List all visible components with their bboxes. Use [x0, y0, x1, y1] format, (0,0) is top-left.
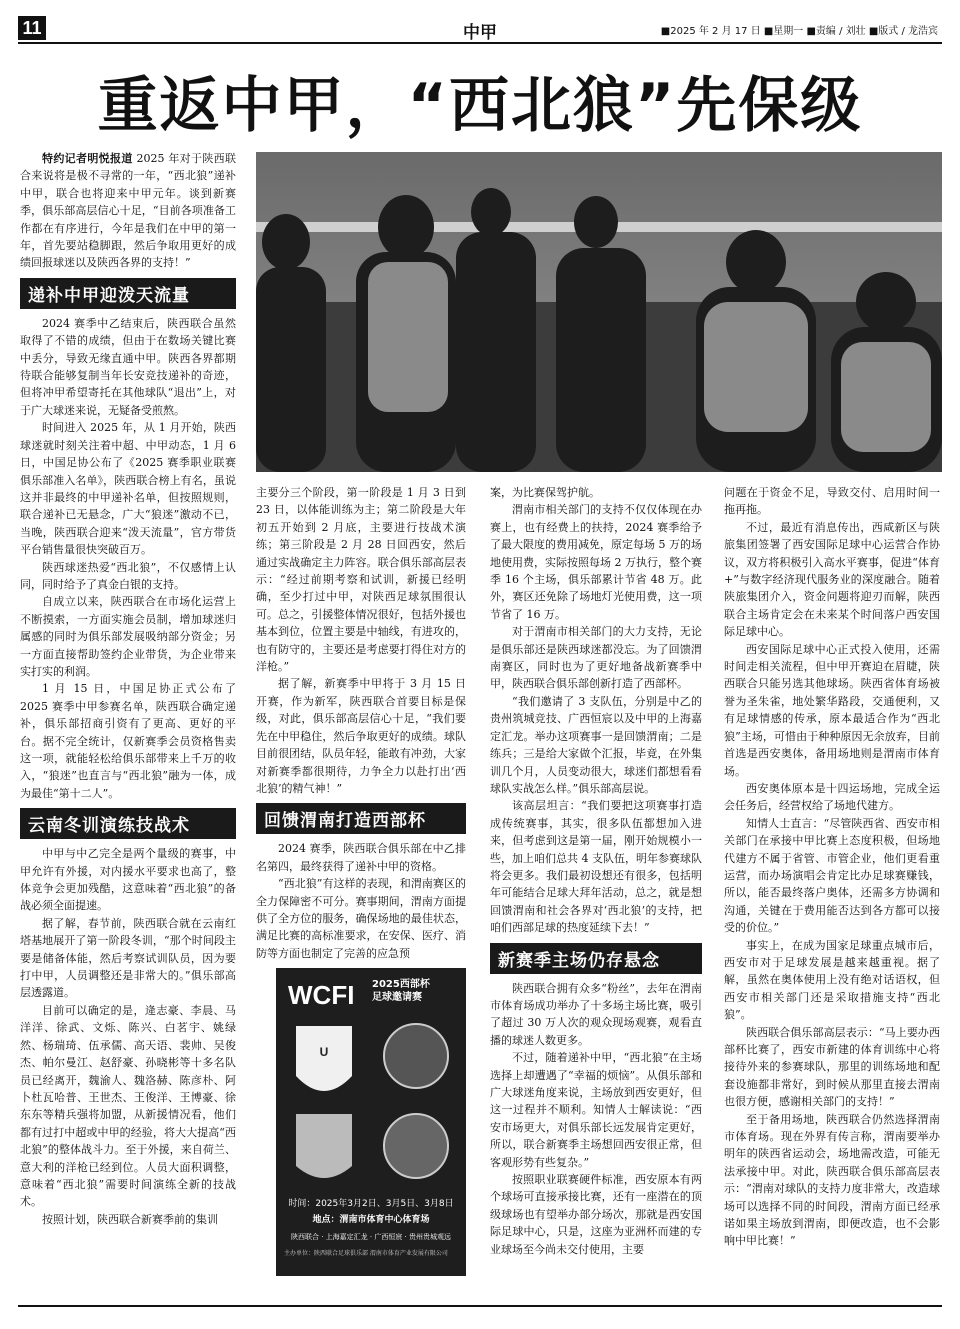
poster-place: 地点：渭南市体育中心体育场: [312, 1215, 430, 1225]
poster-logo: WCFI: [288, 980, 355, 1010]
paragraph: 陕西联合拥有众多“粉丝”，去年在渭南市体育场成功举办了十多场主场比赛，吸引了超过 30 万人次的观众现场观赛，观看直播的球迷人数更多。: [490, 981, 702, 1047]
paragraph: 据了解，春节前，陕西联合就在云南红塔基地展开了第一阶段冬训，“那个时间段主要是储备体能，然后考察试训队员，因为要打中甲，人员调整还是非常大的。”俱乐部高层透露道。: [20, 916, 236, 1000]
paragraph: 陕西球迷热爱“西北狼”，不仅感情上认同，同时给予了真金白银的支持。: [20, 560, 236, 591]
article-column-3: [490, 484, 702, 1298]
paragraph: 渭南市相关部门的支持不仅仅体现在办赛上，也有经费上的扶持，2024 赛季给予了最大限度的费用减免，原定每场 5 万的场地使用费，实际按照每场 2 万执行，整个赛季 16 个主场，俱乐部累计节省 48 万。此外，赛区还免除了场地灯光使用费，这一项节省了 16 万。: [490, 503, 702, 621]
subheading-1: 递补中甲迎泼天流量: [20, 278, 236, 309]
paragraph: “西北狼”有这样的表现，和渭南赛区的全力保障密不可分。赛事期间，渭南方面提供了全方位的服务，确保场地的最佳状态，满足比赛的高标准要求，在安保、医疗、消防等方面也制定了完善的应急预: [256, 877, 466, 960]
poster-organizers: 主办单位：陕西联合足球俱乐部 渭南市体育产业发展有限公司: [284, 1250, 448, 1257]
paragraph: 对于渭南市相关部门的大力支持，无论是俱乐部还是陕西球迷都没忘。为了回馈渭南赛区，同时也为了更好地备战新赛季中甲，陕西联合俱乐部创新打造了西部杯。: [490, 625, 702, 691]
subheading-4: 新赛季主场仍存悬念: [490, 943, 702, 974]
poster-title: [372, 978, 430, 1004]
subheading-2: 云南冬训演练技战术: [20, 808, 236, 839]
page-number: 11: [18, 16, 46, 40]
paragraph: 不过，最近有消息传出，西咸新区与陕旅集团签署了西安国际足球中心运营合作协议，双方将积极引入高水平赛事，促进“体育+”与数字经济现代服务业的深度融合。随着陕旅集团介入，资金问题将迎刃而解，陕西联合主场肯定会在未来某个时间落户西安国际足球中心。: [724, 520, 940, 639]
poster-title-line: 足球邀请赛: [372, 992, 422, 1003]
paragraph: 按照职业联赛硬件标准，西安原本有两个球场可直接承接比赛，还有一座潜在的顶级球场也有望举办部分场次，那就是西安国际足球中心，只是，这座为亚洲杯而建的专业球场至今尚未交付使用，主要: [490, 1173, 702, 1256]
subheading-3: 回馈渭南打造西部杯: [256, 803, 466, 834]
cup-poster: [276, 968, 466, 1276]
paragraph: 1 月 15 日，中国足协正式公布了 2025 赛季中甲参赛名单，陕西联合确定递补，俱乐部招商引资有了更高、更好的平台。据不完全统计，仅新赛季会员资格售卖这一项，就能轻松给俱乐部带来上千万的收入，“狼迷”也直言与“西北狼”融为一体，成为最佳“第十二人”。: [20, 682, 236, 800]
team-badges: [276, 1014, 466, 1194]
article-column-4: [724, 484, 940, 1298]
team-training-photo: [256, 152, 942, 472]
svg-text:U: U: [319, 1045, 329, 1059]
paragraph: 陕西联合俱乐部高层表示：“马上要办西部杯比赛了，西安市新建的体育训练中心将接待外来的参赛球队，那里的训练场地和配套设施都非常好，到时候从那里直接去渭南也很方便，感谢相关部门的支持！”: [724, 1025, 940, 1109]
paragraph: 自成立以来，陕西联合在市场化运营上不断摸索，一方面实施会员制，增加球迷归属感的同时为俱乐部发展吸纳部分资金；另一方面直接帮助签约企业带货，为企业带来实打实的利润。: [20, 595, 236, 678]
article-column-1: [20, 150, 236, 1298]
article-column-2: [256, 484, 466, 964]
issue-meta: ■2025 年 2 月 17 日 ■星期一 ■责编 / 刘壮 ■版式 / 龙浩宾: [660, 26, 938, 37]
footer-rule: [18, 1305, 942, 1307]
paragraph: 问题在于资金不足，导致交付、启用时间一拖再拖。: [724, 486, 940, 517]
paragraph: 至于备用场地，陕西联合仍然选择渭南市体育场。现在外界有传言称，渭南要举办明年的陕西省运动会，场地需改造，可能无法承接中甲。对此，陕西联合俱乐部高层表示：“渭南对球队的支持力度非常大，改造球场可以选择不同的时间段，渭南方面已经承诺如果主场放到渭南，即便改造，也不会影响中甲比赛！”: [724, 1112, 940, 1248]
badge-icon: [384, 1114, 448, 1178]
page-header: [0, 0, 960, 44]
paragraph: 按照计划，陕西联合新赛季前的集训: [42, 1212, 218, 1226]
byline: 特约记者明悦报道: [42, 152, 133, 165]
paragraph: 该高层坦言：“我们要把这项赛事打造成传统赛事，其实，很多队伍都想加入进来，但考虑到这是第一届，刚开始规模小一些，加上咱们总共 4 支队伍，明年参赛球队将会更多。我们最初设想还有很多，包括明年可能结合足球大拜年活动，总之，就是想回馈渭南和社会各界对‘西北狼’的支持，把咱们西部足球的热度延续下去！”: [490, 799, 702, 935]
paragraph: 2024 赛季中乙结束后，陕西联合虽然取得了不错的成绩，但由于在数场关键比赛中丢分，导致无缘直通中甲。陕西各界都期待联合能够复制当年长安竞技递补的奇迹，但将冲甲希望寄托在其他球队“退出”上，对于广大球迷来说，无疑备受煎熬。: [20, 316, 236, 417]
paragraph: 事实上，在成为国家足球重点城市后，西安市对于足球发展是越来越重视。据了解，虽然在奥体使用上没有绝对话语权，但西安市相关部门还是采取措施支持“西北狼”。: [724, 938, 940, 1022]
intro-text: 2025 年对于陕西联合来说将是极不寻常的一年，“西北狼”递补中甲，联合也将迎来中甲元年。谈到新赛季，俱乐部高层信心十足，“目前各项准备工作都在有序进行，今年是我们在中甲的第一年，首先要站稳脚跟，然后争取用更好的成绩回报球迷以及陕西各界的支持！”: [20, 152, 236, 270]
poster-title-line: 2025西部杯: [372, 979, 430, 990]
section-name: 中甲: [463, 23, 497, 43]
paragraph: 西安国际足球中心正式投入使用，还需时间走相关流程，但中甲开赛迫在眉睫，陕西联合只能另选其他球场。陕西省体育场被誉为圣朱雀，地处繁华路段，交通便利，又有足球情感的传承，原本最适合作为“西北狼”主场，可惜由于种种原因无余放弃，目前首选是西安奥体，备用场地则是渭南市体育场。: [724, 642, 940, 778]
paragraph: 主要分三个阶段，第一阶段是 1 月 3 日到 23 日，以体能训练为主；第二阶段是大年初五开始到 2 月底，主要进行技战术演练；第三阶段是 2 月 28 日回西安，然后通过实战确定主力阵容。联合俱乐部高层表示：“经过前期考察和试训，新援已经明确，至少打过中甲，对陕西足球氛围很认可。总之，引援整体情况很好，包括外援也基本到位，位置主要是中轴线，有进攻的，也有防守的，主要还是考虑要打得住对方的洋枪。”: [256, 486, 466, 674]
paragraph: 西安奥体原本是十四运场地，完成全运会任务后，经营权给了场地代建方。: [724, 781, 940, 813]
badge-icon: [384, 1024, 448, 1088]
poster-time: 时间：2025年3月2日、3月5日、3月8日: [288, 1199, 454, 1209]
paragraph: 不过，随着递补中甲，“西北狼”在主场选择上却遭遇了“幸福的烦恼”。从俱乐部和广大球迷角度来说，主场放到西安更好，但这一过程并不顺利。知情人士解读说：“西安市场更大，对俱乐部长远发展肯定更好，所以，联合新赛季主场想回西安很正常，但客观形势有些复杂。”: [490, 1051, 702, 1169]
paragraph: “我们邀请了 3 支队伍，分别是中乙的贵州筑城竞技、广西恒宸以及中甲的上海嘉定汇龙。举办这项赛事一是回馈渭南；二是练兵；三是给大家做个汇报，毕竟，在外集训几个月，人员变动很大，球迷们都想看看球队实战怎么样。”俱乐部高层说。: [490, 694, 702, 795]
badge-icon: [296, 1026, 352, 1091]
photo-image: [256, 152, 942, 472]
paragraph: 案，为比赛保驾护航。: [490, 486, 600, 499]
headline: 重返中甲，“西北狼”先保级: [97, 71, 863, 141]
paragraph: 2024 赛季，陕西联合俱乐部在中乙排名第四，最终获得了递补中甲的资格。: [256, 842, 466, 873]
header-rule: [18, 42, 942, 44]
paragraph: 目前可以确定的是，逄志豪、李晨、马洋洋、徐武、文烁、陈兴、白茗宇、姚绿然、杨瑞琦、伍承儒、高天语、裴帅、吴俊杰、帕尔曼江、赵舒豪、孙晓彬等十多名队员已经离开，魏渝人、魏洛赫、陈彦朴、阿卜杜瓦哈普、王世杰、王俊洋、王博豪、徐东东等精兵强将加盟，从新援情况看，他们都有过打中超或中甲的经验，将大大提高“西北狼”的整体战斗力。至于外援，来自荷兰、意大利的洋枪已经到位。人员大面积调整，意味着“西北狼”需要时间演练全新的技战术。: [20, 1003, 236, 1209]
paragraph: 中甲与中乙完全是两个量级的赛事，中甲允许有外援，对内援水平要求也高了，整体竞争会更加残酷，这意味着“西北狼”的备战必须全面提速。: [20, 847, 236, 913]
paragraph: 时间进入 2025 年，从 1 月开始，陕西球迷就时刻关注着中超、中甲动态，1 月 6 日，中国足协公布了《2025 赛季职业联赛俱乐部准入名单》，陕西联合榜上有名，虽说这并非最终的中甲递补名单，但按照规则，联合递补已无悬念，广大“狼迷”激动不已，当晚，陕西联合迎来“泼天流量”，官方带货平台销售量很快突破百万。: [20, 421, 236, 557]
badge-icon: [296, 1114, 352, 1178]
paragraph: 知情人士直言：“尽管陕西省、西安市相关部门在承接中甲比赛上态度积极，但场地代建方不属于省管、市管企业，他们更看重运营，而办场演唱会肯定比办足球赛赚钱，所以，能否最终落户奥体，还需多方协调和沟通，关键在于费用能否达到各方都可以接受的价位。”: [724, 816, 940, 935]
poster-teams: 陕西联合 · 上海嘉定汇龙 · 广西恒宸 · 贵州贵城观远: [290, 1233, 452, 1241]
paragraph: 据了解，新赛季中甲将于 3 月 15 日开赛，作为新军，陕西联合首要目标是保级，对此，俱乐部高层信心十足，“我们要先在中甲稳住，然后争取更好的成绩。球队目前很团结，队员年轻，能敢有冲劲，大家对新赛季都很期待，力争全力以赴打出‘西北狼’的精气神！”: [256, 677, 466, 795]
